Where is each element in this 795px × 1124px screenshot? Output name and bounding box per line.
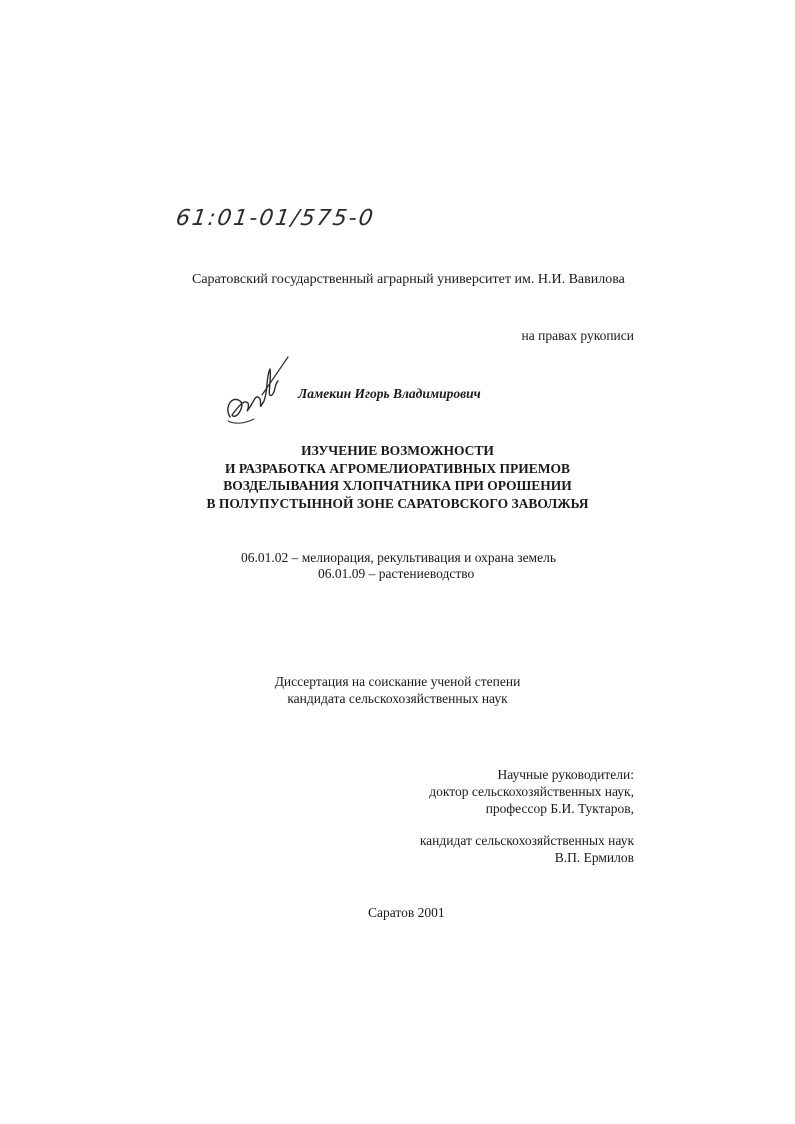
advisor-line: профессор Б.И. Туктаров, xyxy=(485,801,634,816)
advisors-block xyxy=(420,766,634,866)
manuscript-note: на правах рукописи xyxy=(521,328,634,343)
advisor-spacer xyxy=(420,817,634,832)
title-line: ВОЗДЕЛЫВАНИЯ ХЛОПЧАТНИКА ПРИ ОРОШЕНИИ xyxy=(223,478,572,493)
degree-line: Диссертация на соискание ученой степени xyxy=(274,674,521,689)
dissertation-title xyxy=(0,442,795,512)
university-name: Саратовский государственный аграрный университет им. Н.И. Вавилова xyxy=(192,272,625,287)
specialty-code: 06.01.02 – мелиорация, рекультивация и охрана земель xyxy=(241,550,556,565)
advisor-line: В.П. Ермилов xyxy=(554,850,634,865)
advisor-line: кандидат сельскохозяйственных наук xyxy=(419,833,634,848)
advisor-line: доктор сельскохозяйственных наук, xyxy=(429,784,634,799)
title-line: ИЗУЧЕНИЕ ВОЗМОЖНОСТИ xyxy=(301,443,494,458)
archive-number-stamp: 61:01-01/575-0 xyxy=(174,206,377,231)
city-year: Саратов 2001 xyxy=(368,905,445,920)
title-line: И РАЗРАБОТКА АГРОМЕЛИОРАТИВНЫХ ПРИЕМОВ xyxy=(224,460,571,476)
degree-line: кандидата сельскохозяйственных наук xyxy=(287,691,508,706)
advisors-heading: Научные руководители: xyxy=(497,767,634,782)
signature-icon xyxy=(222,355,292,435)
specialty-code: 06.01.09 – растениеводство xyxy=(318,566,475,581)
title-line: В ПОЛУПУСТЫННОЙ ЗОНЕ САРАТОВСКОГО ЗАВОЛЖЬЯ xyxy=(206,495,589,511)
degree-statement xyxy=(0,673,795,707)
author-name: Ламекин Игорь Владимирович xyxy=(298,386,481,401)
